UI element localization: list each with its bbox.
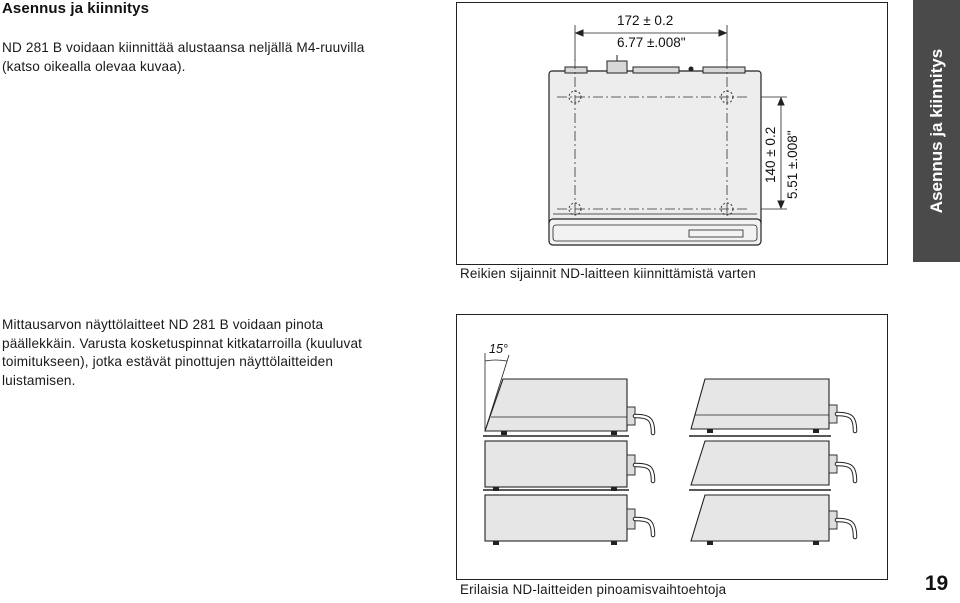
width-in-label: 6.77 ±.008" [617, 35, 686, 50]
stack-left [483, 342, 653, 545]
stacking-drawing [457, 315, 886, 578]
width-mm-label: 172 ± 0.2 [617, 13, 674, 28]
mounting-figure-caption: Reikien sijainnit ND-laitteen kiinnittämistä varten [460, 266, 756, 281]
stacking-line: toimitukseen), jotka estävät pinottujen näyttölaitteiden [2, 354, 334, 369]
height-mm-label: 140 ± 0.2 [763, 126, 778, 183]
stacking-line: luistamisen. [2, 372, 76, 388]
mounting-drawing [457, 3, 886, 263]
stacking-line: päällekkäin. Varusta kosketuspinnat kitkatarroilla (kuuluvat [2, 335, 363, 351]
stacking-paragraph [2, 316, 422, 390]
intro-line: (katso oikealla olevaa kuvaa). [2, 58, 186, 74]
mounting-figure [456, 2, 888, 265]
stacking-line: Mittausarvon näyttölaitteet ND 281 B voidaan pinota [2, 317, 324, 332]
stacking-figure [456, 314, 888, 580]
angle-label: 15° [489, 342, 508, 356]
stack-right [689, 379, 855, 545]
height-in-label: 5.51 ±.008" [785, 130, 800, 199]
stacking-figure-caption: Erilaisia ND-laitteiden pinoamisvaihtoehtoja [460, 582, 727, 597]
intro-line: ND 281 B voidaan kiinnittää alustaansa neljällä M4-ruuvilla [2, 40, 365, 55]
side-tab [913, 0, 960, 262]
page-number: 19 [924, 572, 949, 595]
intro-paragraph [2, 39, 422, 76]
side-tab-label: Asennus ja kiinnitys [926, 48, 946, 214]
section-title: Asennus ja kiinnitys [2, 0, 150, 17]
